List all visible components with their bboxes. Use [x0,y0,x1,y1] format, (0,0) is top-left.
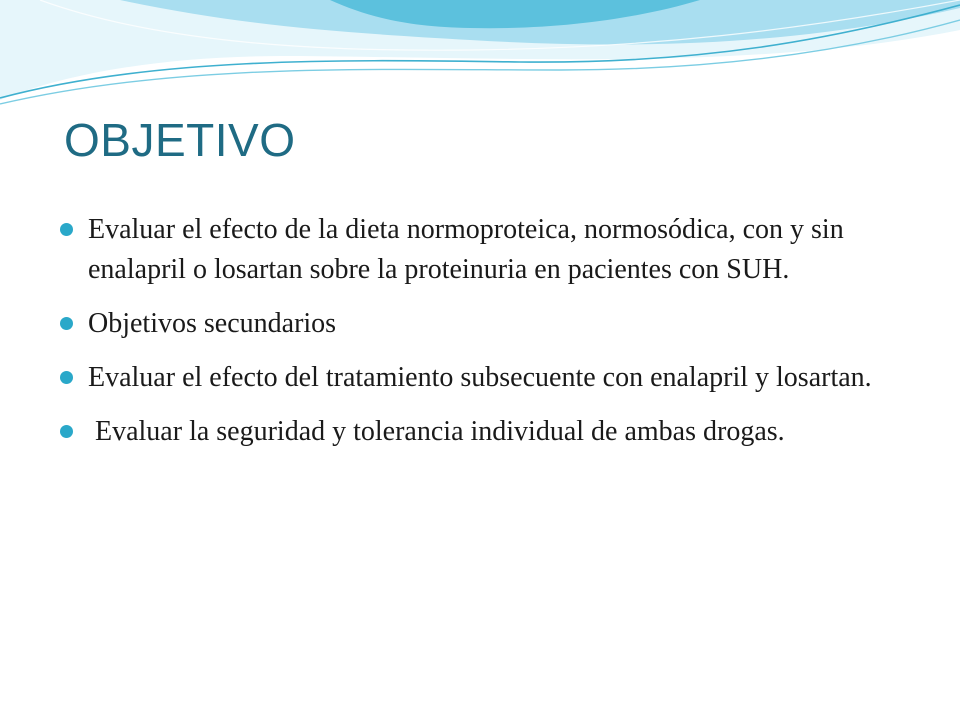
bullet-item [60,358,920,398]
bullet-dot-icon [60,425,73,438]
bullet-text: Evaluar el efecto de la dieta normoproteica, normosódica, con y sin enalapril o losartan sobre la proteinuria en pacientes con SUH. [88,214,844,285]
slide-title: OBJETIVO [64,114,296,166]
bullet-text: Evaluar el efecto del tratamiento subsecuente con enalapril y losartan. [88,362,872,393]
bullet-dot-icon [60,371,73,384]
bullet-item [60,412,920,452]
bullet-text: Evaluar la seguridad y tolerancia individual de ambas drogas. [88,416,785,447]
wave-header-decoration [0,0,960,120]
bullet-list [60,210,920,466]
bullet-text: Objetivos secundarios [88,308,337,339]
bullet-dot-icon [60,223,73,236]
bullet-item [60,304,920,344]
bullet-item [60,210,920,290]
bullet-dot-icon [60,317,73,330]
